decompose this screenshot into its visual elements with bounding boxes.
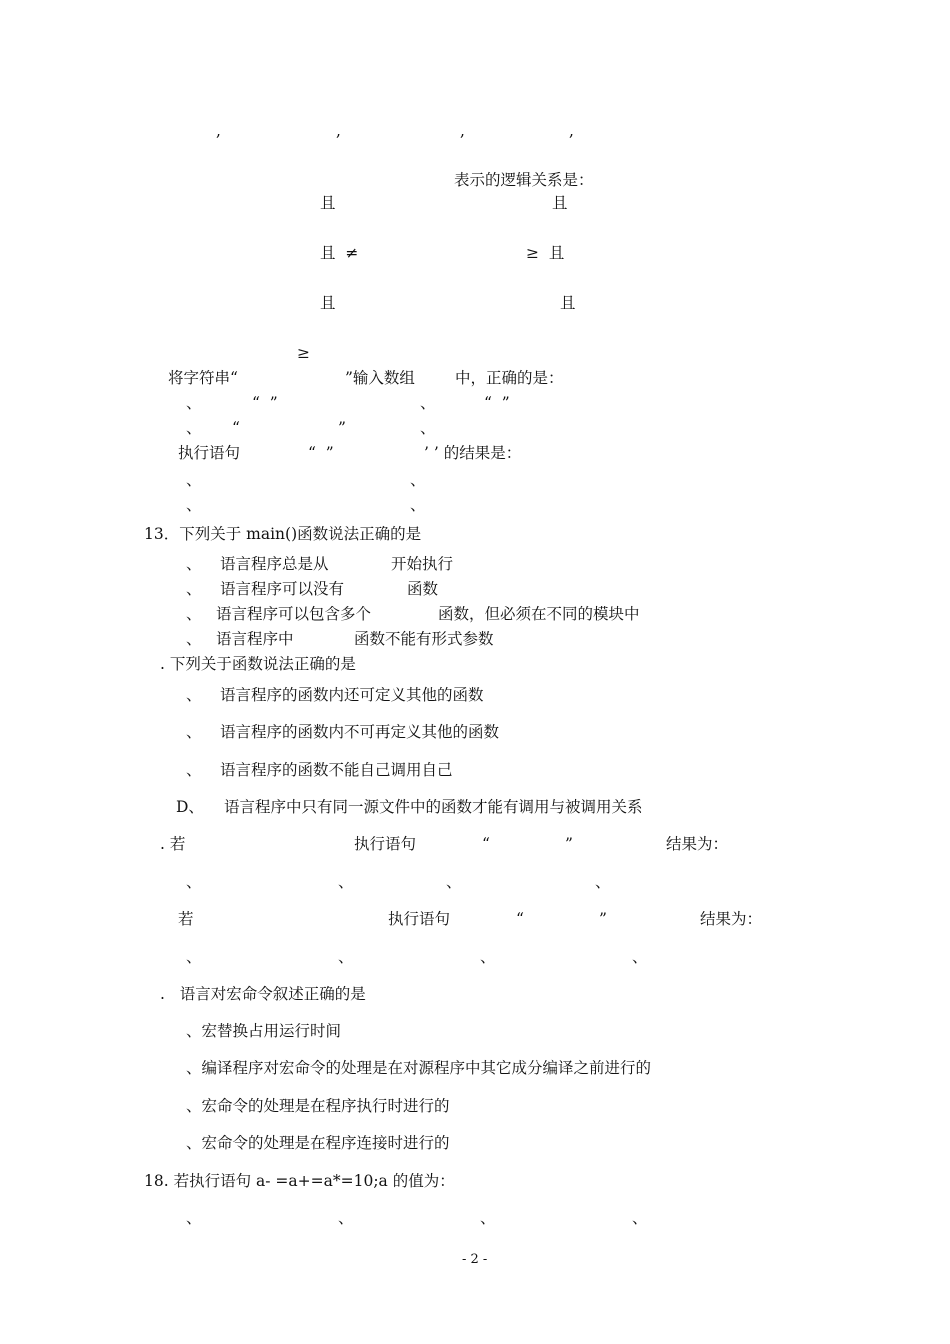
option-text: “ ” [252,394,278,412]
option-text: 、 [186,471,202,489]
option-text: 、宏命令的处理是在程序执行时进行的 [186,1097,450,1115]
question-stem: ’ ’ 的结果是： [424,444,522,462]
option-text: 、 [420,394,436,412]
option-mark: 、 [186,948,202,966]
option-text: 语言程序的函数不能自己调用自己 [220,761,453,779]
text-fragment: , [569,122,574,140]
option-text: 语言程序总是从 [220,555,329,573]
option-text: 函数，但必须在不同的模块中 [438,605,640,623]
question-15: 结果为： [666,835,729,853]
option-mark: 、 [186,686,202,704]
option-text: 、 [186,496,202,514]
question-17: . 语言对宏命令叙述正确的是 [160,985,366,1003]
option-text: 语言程序中只有同一源文件中的函数才能有调用与被调用关系 [224,798,643,816]
option-text: 且 [320,194,336,212]
option-text: ” [338,419,346,437]
option-text: 语言程序可以包含多个 [216,605,372,623]
text-fragment: , [460,122,465,140]
option-text: 、 [186,419,202,437]
question-15: . 若 [160,835,186,853]
option-text: 语言程序可以没有 [220,580,345,598]
option-mark: D、 [176,798,204,816]
text-fragment: , [216,122,221,140]
option-text: 函数不能有形式参数 [354,630,494,648]
option-text: 、 [420,419,436,437]
option-text: ≥ 且 [526,244,565,262]
option-text: 、 [410,471,426,489]
text-fragment: , [336,122,341,140]
option-text: 且 [560,294,576,312]
question-15: “ [482,835,490,853]
option-text: 且 [552,194,568,212]
option-mark: 、 [186,1209,202,1227]
option-mark: 、 [186,723,202,741]
question-16: 结果为： [700,910,763,928]
option-text: 、编译程序对宏命令的处理是在对源程序中其它成分编译之前进行的 [186,1059,652,1077]
option-mark: 、 [338,1209,354,1227]
question-14: . 下列关于函数说法正确的是 [160,655,356,673]
question-16: “ [516,910,524,928]
option-mark: 、 [186,555,202,573]
option-mark: 、 [632,1209,648,1227]
option-mark: 、 [595,873,611,891]
option-text: 语言程序中 [216,630,294,648]
question-stem: ”输入数组 [345,369,415,387]
option-text: 、 [410,496,426,514]
question-16: 若 [178,910,194,928]
option-text: “ [232,419,240,437]
option-mark: 、 [446,873,462,891]
page-number: - 2 - [462,1252,488,1267]
option-mark: 、 [186,605,202,623]
option-text: 、宏替换占用运行时间 [186,1022,342,1040]
question-13: 13．下列关于 main()函数说法正确的是 [144,525,422,543]
option-mark: 、 [480,948,496,966]
question-16: 执行语句 [388,910,451,928]
option-text: 语言程序的函数内不可再定义其他的函数 [220,723,500,741]
option-text: ≥ [297,344,310,362]
question-stem: “ ” [308,444,334,462]
option-text: 开始执行 [391,555,454,573]
option-mark: 、 [632,948,648,966]
question-16: ” [599,910,607,928]
option-text: 且 ≠ [320,244,359,262]
option-mark: 、 [186,580,202,598]
option-text: 、 [186,394,202,412]
option-mark: 、 [186,873,202,891]
option-text: 、宏命令的处理是在程序连接时进行的 [186,1134,450,1152]
option-mark: 、 [338,873,354,891]
question-15: ” [565,835,573,853]
option-mark: 、 [338,948,354,966]
question-stem: 表示的逻辑关系是： [454,171,594,189]
option-mark: 、 [480,1209,496,1227]
question-18: 18. 若执行语句 a- =a+=a*=10;a 的值为： [144,1172,455,1190]
question-stem: 将字符串“ [168,369,238,387]
question-stem: 中，正确的是： [455,369,564,387]
option-mark: 、 [186,761,202,779]
option-mark: 、 [186,630,202,648]
question-15: 执行语句 [354,835,417,853]
option-text: 语言程序的函数内还可定义其他的函数 [220,686,484,704]
question-stem: 执行语句 [178,444,241,462]
option-text: 且 [320,294,336,312]
option-text: “ ” [484,394,510,412]
option-text: 函数 [407,580,439,598]
